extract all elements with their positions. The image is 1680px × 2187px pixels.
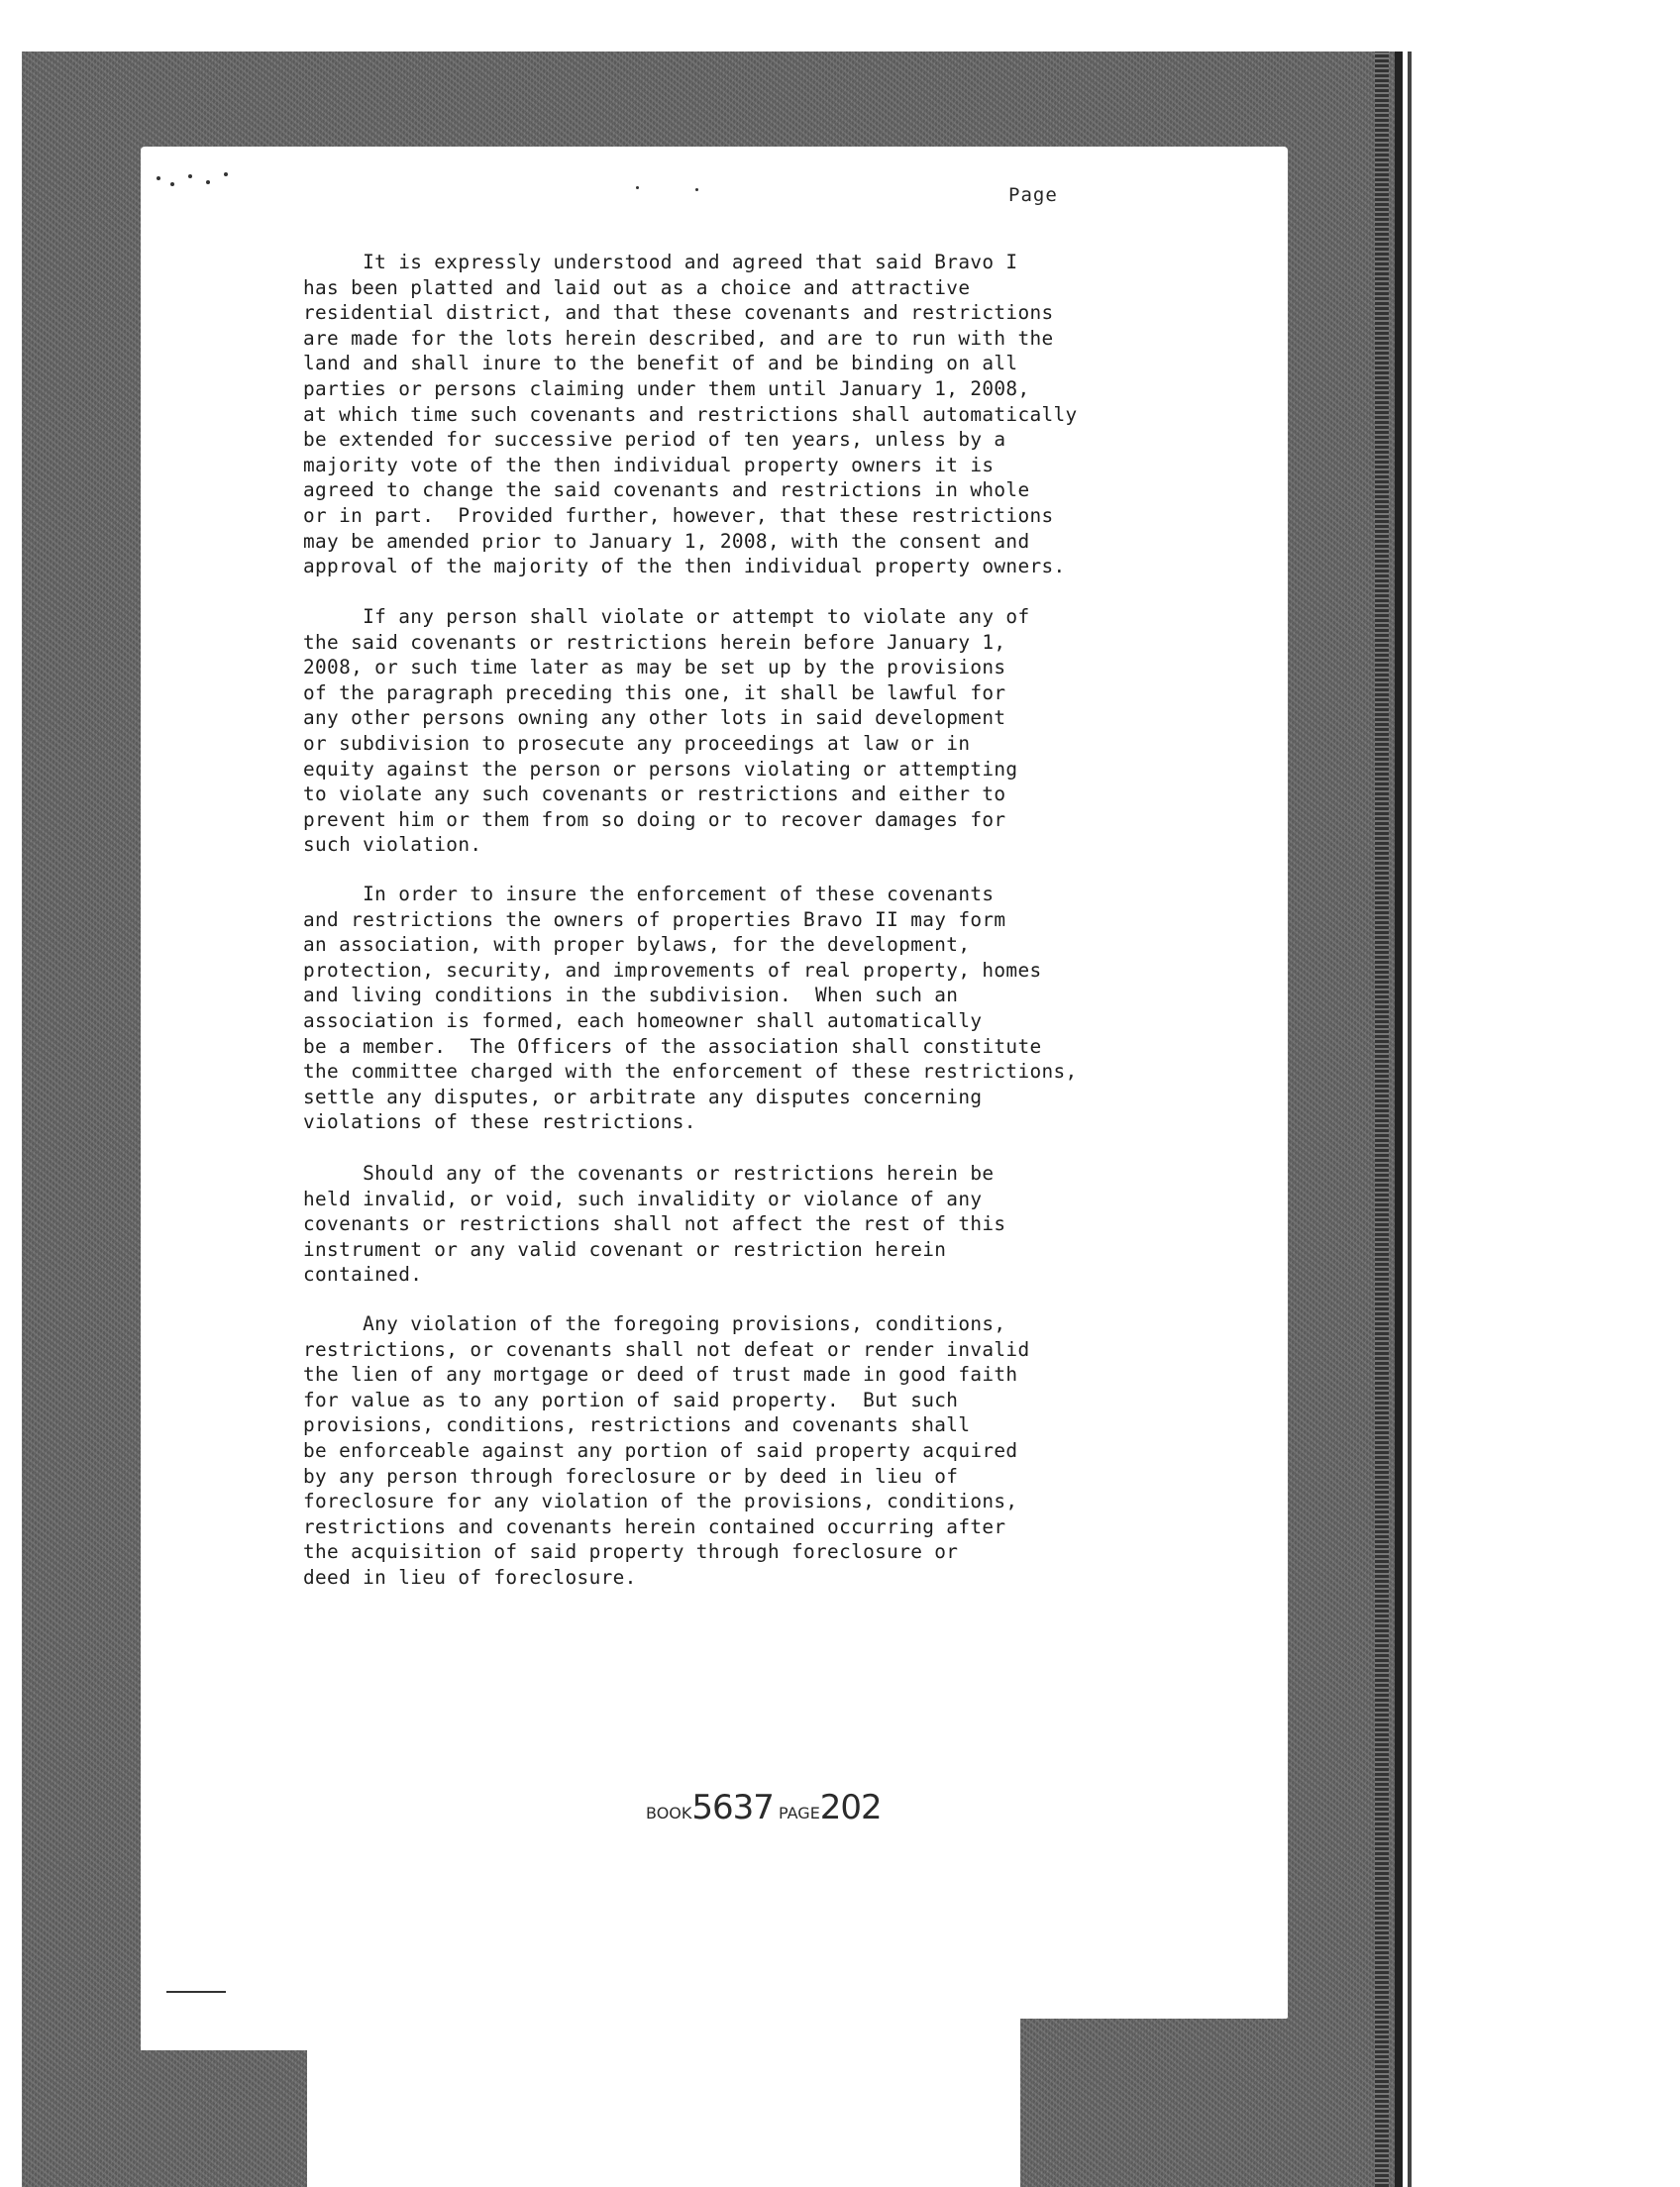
paragraph-line: the committee charged with the enforcement of these restrictions, — [303, 1060, 1078, 1084]
paragraph-line: Any violation of the foregoing provisions, conditions, — [303, 1312, 1006, 1335]
paragraph-line: protection, security, and improvements of real property, homes — [303, 958, 1042, 982]
paragraph-line: the said covenants or restrictions herein before January 1, — [303, 630, 1006, 654]
paragraph-line: and living conditions in the subdivision. When such an — [303, 984, 959, 1007]
paragraph-5 — [303, 1311, 1214, 1591]
scan-speck — [224, 172, 228, 176]
paragraph-line: agreed to change the said covenants and restrictions in whole — [303, 478, 1030, 502]
paragraph-line: contained. — [303, 1263, 423, 1287]
paragraph-line: or in part. Provided further, however, that these restrictions — [303, 503, 1054, 527]
paragraph-line: parties or persons claiming under them until January 1, 2008, — [303, 376, 1030, 400]
scan-edge — [1408, 52, 1412, 2187]
paragraph-line: of the paragraph preceding this one, it shall be lawful for — [303, 680, 1006, 704]
paragraph-line: In order to insure the enforcement of these covenants — [303, 883, 995, 905]
paragraph-line: may be amended prior to January 1, 2008, with the consent and — [303, 529, 1030, 553]
scan-speck — [695, 188, 698, 191]
paragraph-line: are made for the lots herein described, and are to run with the — [303, 326, 1054, 350]
paragraph-4 — [303, 1161, 1214, 1288]
paragraph-line: Should any of the covenants or restrictions herein be — [303, 1162, 995, 1185]
paragraph-line: land and shall inure to the benefit of and be binding on all — [303, 352, 1018, 375]
recording-stamp — [646, 1788, 882, 1827]
paragraph-line: approval of the majority of the then individual property owners. — [303, 555, 1066, 578]
paragraph-line: 2008, or such time later as may be set up by the provisions — [303, 656, 1006, 679]
paragraph-line: provisions, conditions, restrictions and covenants shall — [303, 1413, 971, 1437]
scan-speck — [206, 180, 210, 184]
stamp-book-prefix: BOOK — [646, 1804, 692, 1822]
paragraph-line: majority vote of the then individual property owners it is — [303, 453, 995, 476]
paragraph-line: has been platted and laid out as a choice and attractive — [303, 275, 971, 299]
scan-speck — [188, 174, 192, 178]
paragraph-line: settle any disputes, or arbitrate any disputes concerning — [303, 1085, 983, 1108]
paragraph-line: instrument or any valid covenant or restriction herein — [303, 1237, 947, 1261]
paragraph-line: restrictions and covenants herein contained occurring after — [303, 1514, 1006, 1538]
paragraph-line: or subdivision to prosecute any proceedings at law or in — [303, 731, 971, 755]
paragraph-3 — [303, 882, 1214, 1135]
paragraph-line: equity against the person or persons violating or attempting — [303, 757, 1018, 781]
paragraph-line: and restrictions the owners of properties Bravo II may form — [303, 907, 1006, 931]
paragraph-1 — [303, 250, 1214, 579]
scan-speck — [170, 182, 174, 186]
paragraph-line: any other persons owning any other lots in said development — [303, 706, 1006, 730]
paragraph-line: the acquisition of said property through foreclosure or — [303, 1540, 959, 1564]
paragraph-line: deed in lieu of foreclosure. — [303, 1565, 637, 1589]
margin-rule — [166, 1991, 226, 1993]
paragraph-line: prevent him or them from so doing or to recover damages for — [303, 807, 1006, 831]
paragraph-line: It is expressly understood and agreed that said Bravo I — [303, 251, 1018, 273]
paragraph-line: covenants or restrictions shall not affect the rest of this — [303, 1212, 1006, 1236]
paragraph-line: be extended for successive period of ten years, unless by a — [303, 428, 1006, 452]
paragraph-line: the lien of any mortgage or deed of trust made in good faith — [303, 1363, 1018, 1387]
paragraph-line: restrictions, or covenants shall not defeat or render invalid — [303, 1337, 1030, 1361]
document-page-bottom — [307, 2011, 1020, 2187]
stamp-book-number: 5637 — [691, 1788, 774, 1827]
stamp-page-number: 202 — [819, 1788, 882, 1827]
stamp-page-prefix: PAGE — [779, 1804, 820, 1822]
paragraph-line: held invalid, or void, such invalidity or violance of any — [303, 1187, 983, 1210]
scan-speck — [636, 186, 639, 189]
page-label: Page — [1008, 184, 1058, 206]
document-page-bottom — [141, 2011, 309, 2050]
scan-edge — [1375, 52, 1389, 2187]
paragraph-2 — [303, 604, 1214, 858]
paragraph-line: to violate any such covenants or restrictions and either to — [303, 782, 1006, 806]
paragraph-line: for value as to any portion of said property. But such — [303, 1388, 959, 1411]
scan-speck — [157, 176, 160, 180]
paragraph-line: foreclosure for any violation of the provisions, conditions, — [303, 1490, 1018, 1513]
paragraph-line: be a member. The Officers of the association shall constitute — [303, 1034, 1042, 1058]
paragraph-line: If any person shall violate or attempt to violate any of — [303, 605, 1030, 628]
scan-edge — [1395, 52, 1403, 2187]
paragraph-line: at which time such covenants and restrictions shall automatically — [303, 402, 1078, 426]
paragraph-line: association is formed, each homeowner shall automatically — [303, 1008, 983, 1032]
paragraph-line: an association, with proper bylaws, for the development, — [303, 933, 971, 957]
paragraph-line: violations of these restrictions. — [303, 1110, 696, 1134]
paragraph-line: such violation. — [303, 833, 482, 857]
paragraph-line: residential district, and that these covenants and restrictions — [303, 301, 1054, 325]
paragraph-line: by any person through foreclosure or by deed in lieu of — [303, 1464, 959, 1488]
paragraph-line: be enforceable against any portion of said property acquired — [303, 1438, 1018, 1462]
